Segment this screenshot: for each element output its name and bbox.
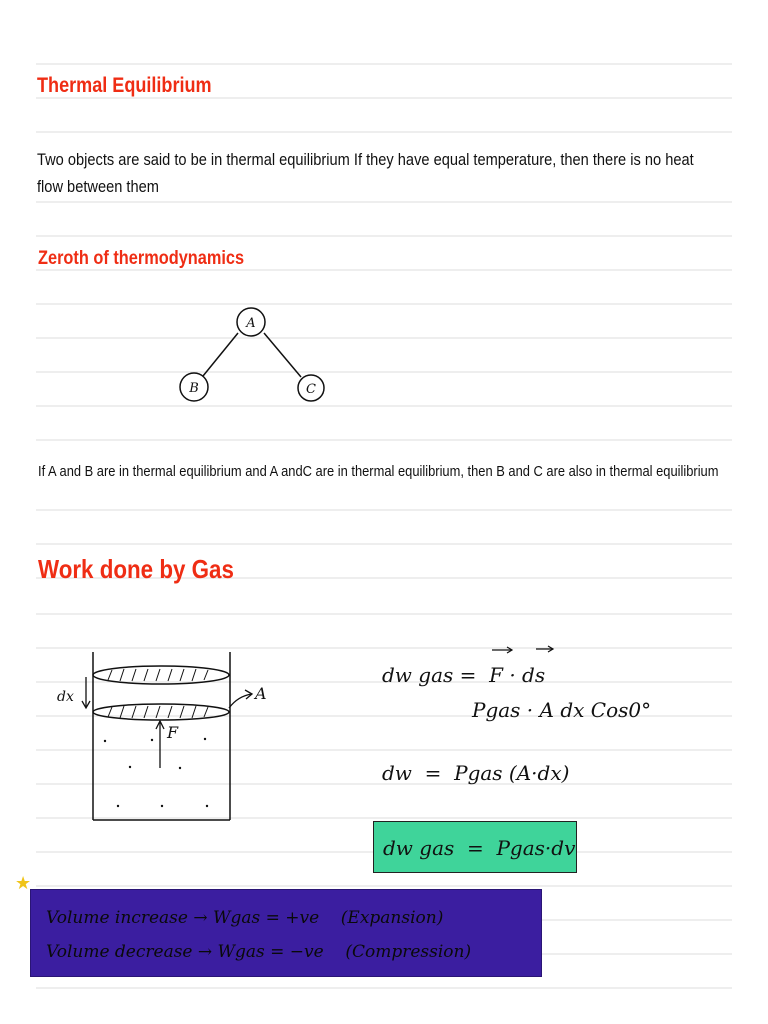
star-icon: ★ bbox=[15, 873, 32, 893]
force-label: F bbox=[167, 723, 179, 742]
definition-text: Two objects are said to be in thermal equilibrium If they have equal temperature, then there is no heat flow between them bbox=[37, 150, 694, 196]
equation-line-1: dw gas = F · ds bbox=[382, 663, 546, 687]
dx-arrow bbox=[82, 677, 90, 708]
node-c-label: C bbox=[306, 382, 316, 397]
boxed-equation: dw gas = Pgas·dv bbox=[383, 836, 576, 860]
equation-line-3: dw = Pgas (A·dx) bbox=[382, 761, 570, 785]
summary-row-2: Volume decrease → Wgas = −ve (Compression) bbox=[46, 942, 472, 962]
node-a-label: A bbox=[246, 316, 256, 331]
heading-thermal-equilibrium: Thermal Equilibrium bbox=[37, 74, 212, 97]
dx-label: dx bbox=[57, 689, 74, 705]
area-label: A bbox=[255, 684, 267, 703]
piston-top bbox=[93, 666, 229, 684]
summary-row-1: Volume increase → Wgas = +ve (Expansion) bbox=[46, 908, 444, 928]
vector-arrows bbox=[492, 646, 553, 653]
force-arrow bbox=[156, 721, 164, 768]
equation-line-2: Pgas · A dx Cos0° bbox=[472, 698, 652, 722]
piston-bottom bbox=[93, 704, 229, 720]
area-pointer-arrow bbox=[229, 690, 252, 708]
gas-particles bbox=[104, 738, 208, 807]
heading-work-done-by-gas: Work done by Gas bbox=[38, 554, 234, 584]
heading-zeroth-law: Zeroth of thermodynamics bbox=[38, 248, 245, 269]
zeroth-law-statement: If A and B are in thermal equilibrium and A andC are in thermal equilibrium, then B and C are also in thermal equilibrium bbox=[38, 463, 719, 480]
piston-hatching bbox=[108, 669, 208, 718]
node-b-label: B bbox=[189, 381, 199, 396]
